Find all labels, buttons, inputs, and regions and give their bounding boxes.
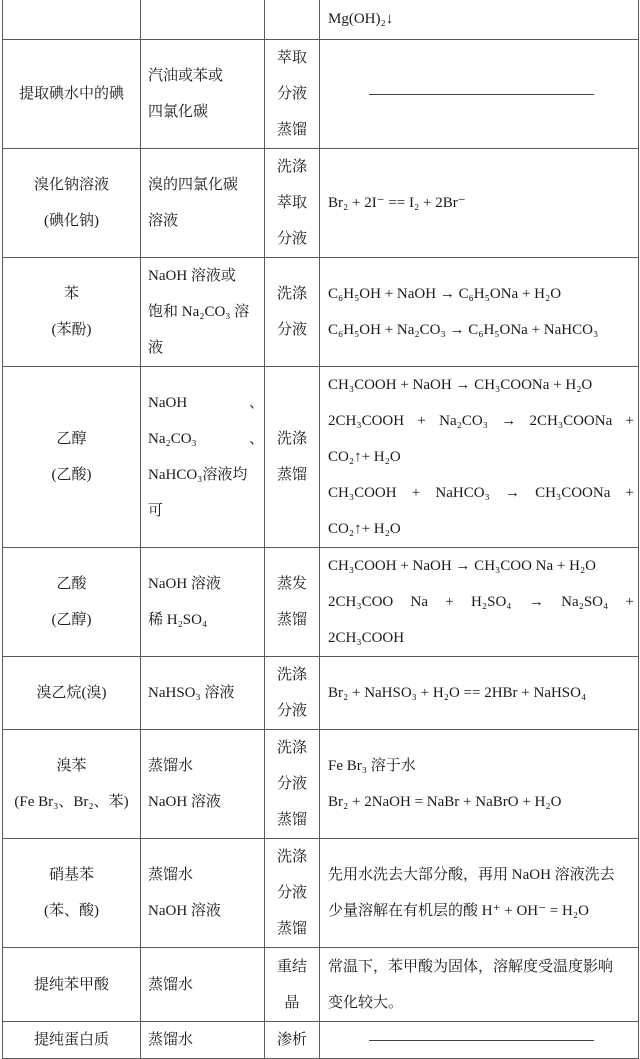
equation-cell [320, 149, 639, 258]
substance-cell [3, 0, 141, 40]
reagent-cell [141, 40, 265, 149]
table-row [3, 657, 639, 730]
substance-text: (Fe Br₃、Br₂、苯) [14, 794, 129, 810]
reagent-cell [141, 657, 265, 730]
equation-cell [320, 367, 639, 548]
substance-text: (苯酚) [51, 322, 92, 338]
substance-text: 提纯苯甲酸 [33, 976, 109, 993]
method-cell [265, 948, 320, 1022]
reagent-text: NaHCO₃溶液均 [148, 467, 248, 483]
reagent-cell [141, 0, 265, 40]
substance-text: (乙醇) [51, 612, 92, 628]
table-row [3, 40, 639, 149]
method-text: 晶 [284, 994, 300, 1011]
reagent-text: 溶液 [148, 213, 179, 229]
substance-text: 溴乙烷(溴) [36, 685, 107, 701]
equation-text: C₆H₅OH + Na₂CO₃ → C₆H₅ONa + NaHCO₃ [328, 322, 599, 338]
reagent-text: NaOH 溶液 [148, 576, 221, 592]
method-cell [265, 730, 320, 839]
reagent-text: 稀 H₂SO₄ [148, 612, 208, 628]
table-row [3, 548, 639, 657]
substance-text: 溴化钠溶液 [33, 177, 109, 193]
equation-cell [320, 839, 639, 948]
table-row [3, 0, 639, 40]
equation-text: 2CH₃COOH [328, 630, 405, 646]
reagent-text: 蒸馏水 [148, 1032, 194, 1048]
substance-cell [3, 1022, 141, 1059]
equation-text: 变化较大。 [328, 994, 404, 1011]
reagent-text: 汽油或苯或 [148, 68, 224, 84]
method-text: 重结 [276, 958, 307, 975]
equation-text: CH₃COOH + NaOH → CH₃COO Na + H₂O [328, 558, 597, 574]
equation-cell [320, 258, 639, 367]
method-cell [265, 258, 320, 367]
reagent-text: 溴的四氯化碳 [148, 177, 239, 193]
equation-text: C₆H₅OH + NaOH → C₆H₅ONa + H₂O [328, 286, 562, 302]
reagent-text: 液 [148, 340, 164, 356]
reagent-text: 蒸馏水 [148, 867, 194, 883]
reagent-text: 四氯化碳 [148, 104, 209, 120]
substance-cell [3, 948, 141, 1022]
equation-text: 先用水洗去大部分酸，再用 NaOH 溶液洗去 [328, 867, 615, 883]
method-cell [265, 1022, 320, 1059]
equation-cell [320, 40, 639, 149]
method-cell [265, 149, 320, 258]
method-text: 分液 [276, 322, 307, 338]
table-row [3, 367, 639, 548]
substance-cell [3, 367, 141, 548]
method-text: 洗涤 [276, 431, 307, 447]
equation-cell [320, 0, 639, 40]
table-row [3, 730, 639, 839]
method-text: 萃取 [276, 50, 307, 66]
method-text: 萃取 [276, 195, 307, 211]
substance-text: 溴苯 [56, 758, 87, 774]
method-cell [265, 548, 320, 657]
not-applicable-dash [369, 94, 594, 95]
method-text: 分液 [276, 231, 307, 247]
method-text: 分液 [276, 776, 307, 792]
table-row [3, 839, 639, 948]
method-cell [265, 657, 320, 730]
method-text: 蒸发 [276, 576, 307, 592]
substance-cell [3, 839, 141, 948]
method-text: 分液 [276, 703, 307, 719]
equation-text: CO₂↑+ H₂O [328, 449, 401, 465]
equation-text: Br₂ + NaHSO₃ + H₂O == 2HBr + NaHSO₄ [328, 685, 587, 701]
substance-cell [3, 149, 141, 258]
reagent-cell [141, 367, 265, 548]
reagent-text: NaOH 、 [148, 395, 264, 411]
reagent-cell [141, 258, 265, 367]
substance-cell [3, 40, 141, 149]
substance-cell [3, 258, 141, 367]
reagent-text: NaOH 溶液 [148, 794, 221, 810]
equation-text: Fe Br₃ 溶于水 [328, 758, 416, 774]
equation-text: CH₃COOH + NaOH → CH₃COONa + H₂O [328, 377, 593, 393]
equation-cell [320, 730, 639, 839]
method-text: 分液 [276, 86, 307, 102]
method-text: 蒸馏 [276, 812, 307, 828]
method-cell [265, 0, 320, 40]
substance-text: 乙酸 [56, 576, 87, 592]
table-body [3, 0, 639, 1059]
reagent-cell [141, 839, 265, 948]
reagent-text: 蒸馏水 [148, 976, 194, 993]
substance-text: 提纯蛋白质 [33, 1032, 109, 1048]
method-text: 蒸馏 [276, 122, 307, 138]
equation-cell [320, 548, 639, 657]
method-text: 洗涤 [276, 849, 307, 865]
reagent-cell [141, 1022, 265, 1059]
equation-text: Br₂ + 2NaOH = NaBr + NaBrO + H₂O [328, 794, 562, 810]
reagent-text: NaOH 溶液或 [148, 268, 236, 284]
equation-text: 2CH₃COO Na + H₂SO₄ → Na₂SO₄ + [328, 594, 634, 610]
reagent-text: NaHSO₃ 溶液 [148, 685, 235, 701]
method-text: 洗涤 [276, 159, 307, 175]
reagent-cell [141, 730, 265, 839]
reagent-text: 蒸馏水 [148, 758, 194, 774]
table-row [3, 149, 639, 258]
substance-text: (乙酸) [51, 467, 92, 483]
table-row [3, 1022, 639, 1059]
substance-text: 提取碘水中的碘 [18, 86, 124, 102]
method-text: 分液 [276, 885, 307, 901]
separation-methods-table [2, 0, 639, 1059]
reagent-text: NaOH 溶液 [148, 903, 221, 919]
substance-text: 硝基苯 [48, 867, 94, 883]
equation-cell [320, 948, 639, 1022]
method-cell [265, 367, 320, 548]
substance-text: (苯、酸) [44, 903, 99, 919]
method-cell [265, 40, 320, 149]
equation-text: CH₃COOH + NaHCO₃ → CH₃COONa + [328, 485, 634, 501]
substance-text: 苯 [63, 286, 79, 302]
equation-text: 2CH₃COOH + Na₂CO₃ → 2CH₃COONa + [328, 413, 634, 429]
equation-text: Br₂ + 2I⁻ == I₂ + 2Br⁻ [328, 195, 466, 211]
reagent-text: Na₂CO₃ 、 [148, 431, 264, 447]
method-text: 洗涤 [276, 667, 307, 683]
substance-text: (碘化钠) [44, 213, 99, 229]
substance-cell [3, 730, 141, 839]
table-row [3, 948, 639, 1022]
equation-cell [320, 657, 639, 730]
method-text: 蒸馏 [276, 467, 307, 483]
equation-text: 常温下，苯甲酸为固体，溶解度受温度影响 [328, 958, 614, 975]
equation-cell [320, 1022, 639, 1059]
substance-text: 乙醇 [56, 431, 87, 447]
substance-cell [3, 657, 141, 730]
reagent-cell [141, 149, 265, 258]
reagent-cell [141, 548, 265, 657]
method-cell [265, 839, 320, 948]
equation-text: CO₂↑+ H₂O [328, 521, 401, 537]
method-text: 洗涤 [276, 740, 307, 756]
equation-text: 少量溶解在有机层的酸 H⁺ + OH⁻ = H₂O [328, 903, 589, 919]
method-text: 渗析 [276, 1032, 307, 1048]
not-applicable-dash [369, 1040, 594, 1041]
method-text: 洗涤 [276, 286, 307, 302]
equation-text: Mg(OH)₂↓ [328, 11, 394, 27]
reagent-text: 可 [148, 503, 164, 519]
reagent-text: 饱和 Na₂CO₃ 溶 [148, 304, 250, 320]
method-text: 蒸馏 [276, 612, 307, 628]
method-text: 蒸馏 [276, 921, 307, 937]
substance-cell [3, 548, 141, 657]
table-row [3, 258, 639, 367]
reagent-cell [141, 948, 265, 1022]
